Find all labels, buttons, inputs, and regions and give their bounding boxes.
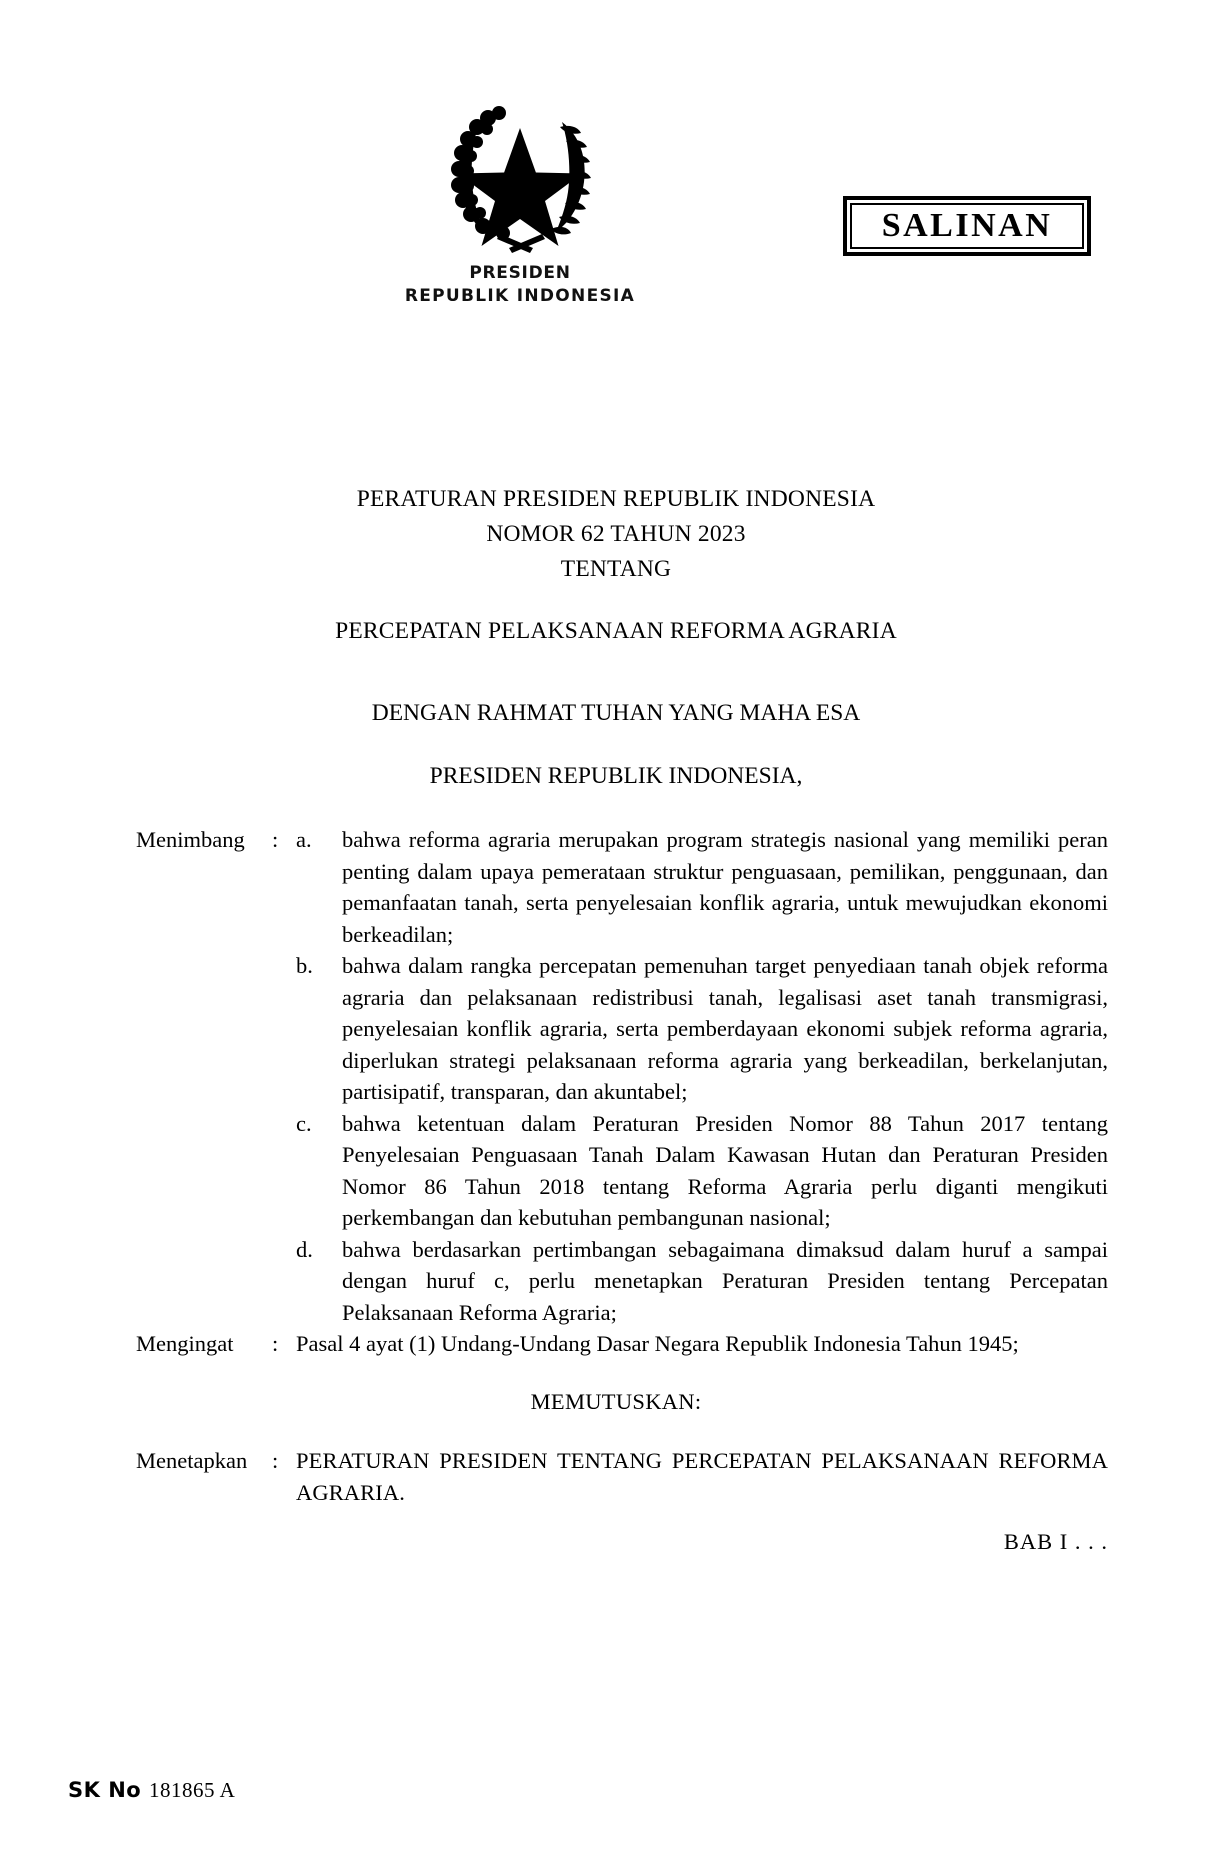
considering-label: Menimbang bbox=[136, 827, 245, 852]
salinan-stamp-label: SALINAN bbox=[881, 207, 1053, 244]
considering-marker-c: c. bbox=[296, 1110, 312, 1136]
stipulating-text: PERATURAN PRESIDEN TENTANG PERCEPATAN PELAKSANAAN REFORMA AGRARIA. bbox=[296, 1448, 1108, 1505]
considering-marker-a: a. bbox=[296, 827, 312, 852]
invocation-line: DENGAN RAHMAT TUHAN YANG MAHA ESA bbox=[371, 700, 861, 726]
stipulating-label: Menetapkan bbox=[136, 1448, 248, 1473]
garuda-star-wreath-emblem-icon bbox=[430, 96, 610, 261]
sk-footer-prefix: SK No bbox=[68, 1778, 142, 1802]
recalling-text: Pasal 4 ayat (1) Undang-Undang Dasar Negara Republik Indonesia Tahun 1945; bbox=[296, 1331, 1019, 1356]
considering-marker-b: b. bbox=[296, 953, 313, 978]
sk-footer-stamp bbox=[68, 1778, 235, 1803]
continuation-marker: BAB I . . . bbox=[1003, 1529, 1108, 1554]
regulation-title-block bbox=[166, 482, 1066, 649]
stipulating-row bbox=[0, 1445, 1232, 1508]
considering-item-d bbox=[0, 1234, 1232, 1329]
title-line-subject: PERCEPATAN PELAKSANAAN REFORMA AGRARIA bbox=[335, 618, 897, 644]
recalling-row bbox=[0, 1328, 1232, 1360]
considering-marker-d: d. bbox=[296, 1236, 313, 1262]
salinan-stamp bbox=[843, 196, 1091, 256]
title-line-tentang: TENTANG bbox=[560, 556, 672, 582]
considering-text-c: bahwa ketentuan dalam Peraturan Presiden Nomor 88 Tahun 2017 tentang Penyelesaian Penguasaan Tanah Dalam Kawasan Hutan dan Peraturan Presiden Nomor 86 Tahun 2018 tentang Reforma Agraria perlu diganti mengikuti perkembangan dan kebutuhan pembangunan nasional; bbox=[342, 1110, 1108, 1230]
considering-text-d: bahwa berdasarkan pertimbangan sebagaimana dimaksud dalam huruf a sampai dengan huruf c, perlu menetapkan Peraturan Presiden tentang Percepatan Pelaksanaan Reforma Agraria; bbox=[342, 1236, 1108, 1325]
masthead-line-presiden: PRESIDEN bbox=[469, 263, 571, 283]
considering-text-b: bahwa dalam rangka percepatan pemenuhan target penyediaan tanah objek reforma agraria dan pelaksanaan redistribusi tanah, legalisasi aset tanah transmigrasi, penyelesaian konflik agraria, serta pemberdayaan ekonomi subjek reforma agraria, diperlukan strategi pelaksanaan reforma agraria yang berkeadilan, berkelanjutan, partisipatif, transparan, dan akuntabel; bbox=[342, 953, 1108, 1104]
decision-heading: MEMUTUSKAN: bbox=[530, 1388, 702, 1414]
considering-item-a bbox=[0, 824, 1232, 950]
recalling-colon: : bbox=[272, 1331, 279, 1356]
masthead-line-republik-indonesia: REPUBLIK INDONESIA bbox=[404, 286, 636, 306]
opener-line: PRESIDEN REPUBLIK INDONESIA, bbox=[429, 763, 803, 789]
document-body bbox=[0, 824, 1232, 1558]
title-line-number-year: NOMOR 62 TAHUN 2023 bbox=[486, 521, 746, 547]
title-line-regulation-type: PERATURAN PRESIDEN REPUBLIK INDONESIA bbox=[356, 486, 876, 512]
recalling-label: Mengingat bbox=[136, 1331, 234, 1356]
stipulating-colon: : bbox=[272, 1448, 279, 1473]
considering-item-c bbox=[0, 1108, 1232, 1234]
considering-text-a: bahwa reforma agraria merupakan program strategis nasional yang memiliki peran penting dalam upaya pemerataan struktur penguasaan, pemilikan, penggunaan, dan pemanfaatan tanah, serta penyelesaian konflik agraria, untuk mewujudkan ekonomi berkeadilan; bbox=[342, 827, 1108, 947]
salinan-stamp-inner-border bbox=[850, 203, 1084, 249]
considering-colon: : bbox=[272, 827, 279, 852]
considering-item-b bbox=[0, 950, 1232, 1108]
masthead-title bbox=[360, 262, 680, 308]
sk-footer-number: 181865 A bbox=[149, 1778, 236, 1802]
